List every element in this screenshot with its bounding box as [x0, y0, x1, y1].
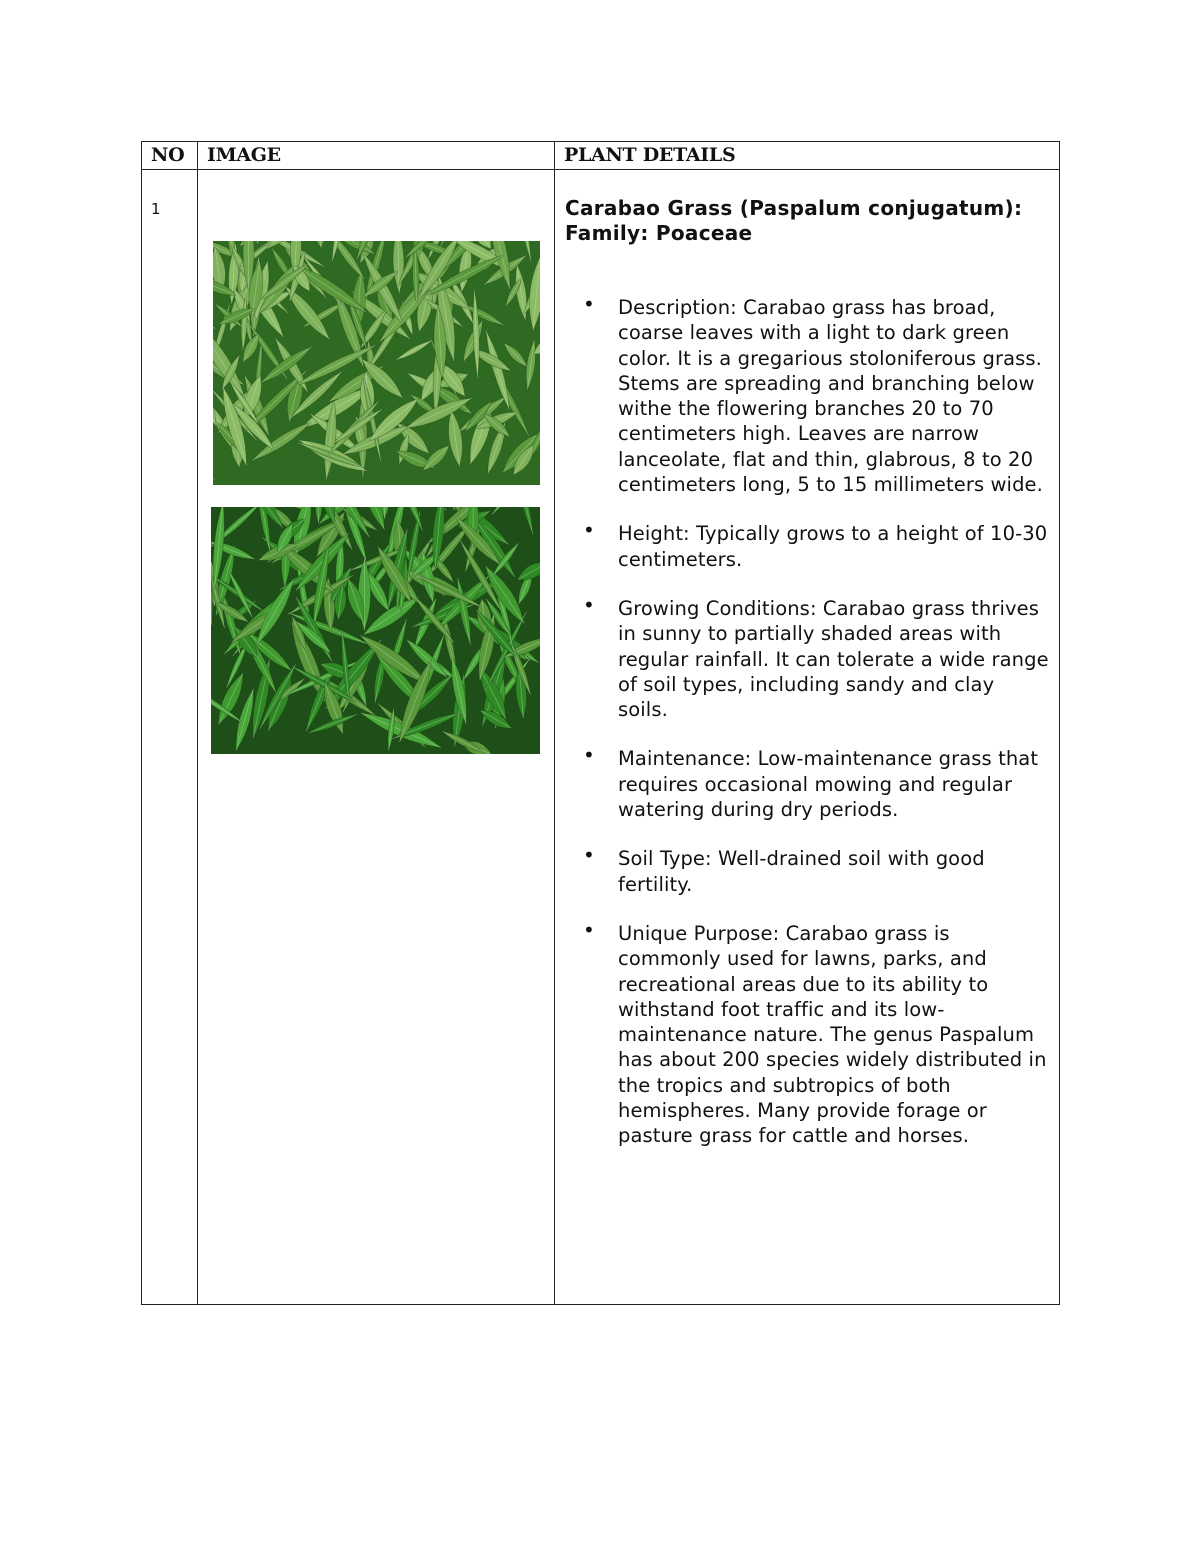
- detail-description: [565, 292, 1049, 497]
- table-row: [142, 170, 1060, 1305]
- header-plant-details: PLANT DETAILS: [555, 142, 1060, 170]
- grass-photo-svg: [211, 507, 540, 754]
- detail-text: Growing Conditions: Carabao grass thrives in sunny to partially shaded areas with regular rainfall. It can tolerate a wide range of soil types, including sandy and clay soils.: [618, 596, 1049, 722]
- detail-text: Height: Typically grows to a height of 10-30 centimeters.: [618, 522, 1048, 571]
- plant-family: Family: Poaceae: [565, 221, 753, 245]
- detail-maintenance: [565, 743, 1049, 822]
- image-cell: [198, 170, 555, 1305]
- plant-details-list: [565, 292, 1049, 1149]
- detail-soil-type: [565, 843, 1049, 897]
- bullet-icon: •: [583, 592, 595, 617]
- bullet-icon: •: [583, 917, 595, 942]
- bullet-icon: •: [583, 843, 595, 868]
- detail-text: Maintenance: Low-maintenance grass that requires occasional mowing and regular watering during dry periods.: [618, 747, 1039, 822]
- detail-growing-conditions: [565, 592, 1049, 722]
- table-header-row: [142, 142, 1060, 170]
- detail-text: Unique Purpose: Carabao grass is commonly used for lawns, parks, and recreational areas due to its ability to withstand foot traffic and its low-maintenance nature. The genus Paspalum has about 200 species widely distributed in the tropics and subtropics of both hemispheres. Many provide forage or pasture grass for cattle and horses.: [618, 921, 1047, 1148]
- bullet-icon: •: [583, 292, 595, 316]
- header-image: IMAGE: [198, 142, 555, 170]
- row-number: 1: [142, 170, 198, 1305]
- bullet-icon: •: [583, 743, 595, 768]
- carabao-grass-photo-2: [211, 507, 540, 754]
- carabao-grass-photo-1: [213, 241, 540, 485]
- plant-table: [141, 141, 1060, 1305]
- detail-text: Description: Carabao grass has broad, coarse leaves with a light to dark green color. It is a gregarious stoloniferous grass. Stems are spreading and branching below withe the flowering branches 20 to 70 centimeters high. Leaves are narrow lanceolate, flat and thin, glabrous, 8 to 20 centimeters long, 5 to 15 millimeters wide.: [618, 296, 1043, 497]
- detail-height: [565, 518, 1049, 572]
- bullet-icon: •: [583, 518, 595, 543]
- plant-title: Carabao Grass (Paspalum conjugatum):: [565, 196, 1023, 220]
- grass-photo-svg: [213, 241, 540, 485]
- plant-details-cell: [555, 170, 1060, 1305]
- header-no: NO: [142, 142, 198, 170]
- detail-text: Soil Type: Well-drained soil with good fertility.: [618, 847, 985, 896]
- detail-unique-purpose: [565, 917, 1049, 1149]
